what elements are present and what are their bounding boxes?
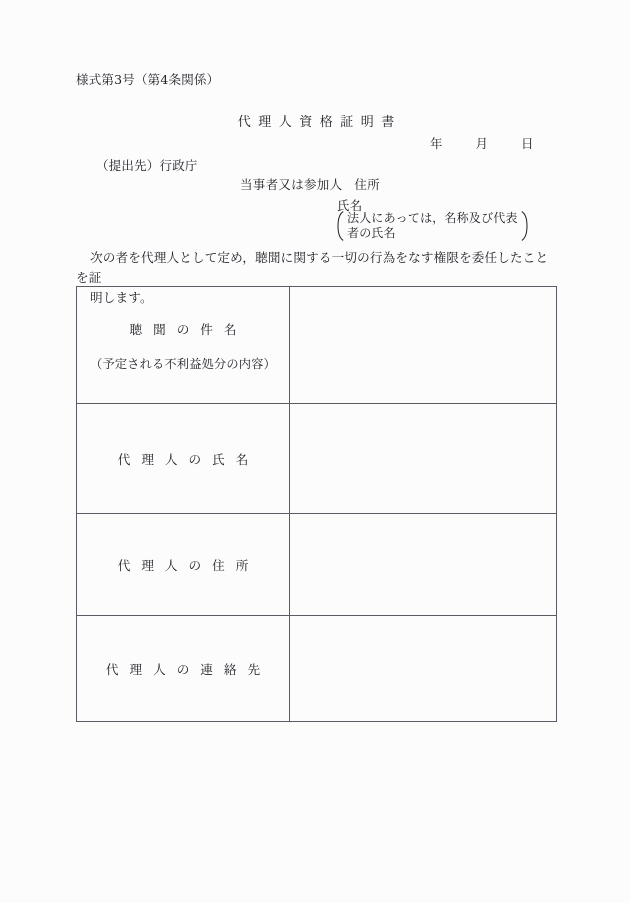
row-entry-cell-agent-address[interactable]	[290, 514, 557, 616]
row-label-cell-agent-address	[77, 514, 290, 616]
row-label-text: 代理人の住所	[117, 558, 260, 573]
table-row	[77, 404, 557, 514]
row-sublabel-text: （予定される不利益処分の内容）	[90, 356, 276, 371]
date-line	[430, 138, 534, 151]
row-label-cell-hearing-subject	[77, 287, 290, 404]
date-month-label: 月	[475, 136, 489, 151]
corporate-note-line-2: 者の氏名	[347, 226, 396, 240]
corporate-note	[337, 211, 528, 241]
row-label-cell-agent-name	[77, 404, 290, 514]
bracket-close-icon	[521, 211, 528, 241]
certificate-form-table	[76, 286, 557, 722]
form-number: 様式第3号（第4条関係）	[76, 72, 220, 87]
body-line-1: 次の者を代理人として定め，聴聞に関する一切の行為をなす権限を委任したことを証	[76, 250, 549, 285]
party-name-label: 氏名	[337, 198, 363, 213]
recipient-line: （提出先）行政庁	[96, 158, 198, 173]
row-label-text: 代理人の連絡先	[105, 662, 272, 677]
party-address-row	[240, 175, 380, 193]
party-label: 当事者又は参加人	[240, 177, 343, 192]
row-label-text: 代理人の氏名	[117, 452, 260, 467]
table-row	[77, 287, 557, 404]
corporate-note-line-1: 法人にあっては，名称及び代表	[347, 211, 518, 225]
bracket-open-icon	[337, 211, 344, 241]
row-entry-cell-agent-contact[interactable]	[290, 616, 557, 722]
table-row	[77, 616, 557, 722]
table-row	[77, 514, 557, 616]
row-entry-cell-hearing-subject[interactable]	[290, 287, 557, 404]
date-day-label: 日	[520, 136, 535, 151]
page-title: 代理人資格証明書	[237, 115, 402, 130]
row-label-cell-agent-contact	[77, 616, 290, 722]
party-address-label: 住所	[354, 177, 381, 192]
date-year-label: 年	[430, 136, 444, 151]
corporate-note-text	[344, 211, 521, 241]
body-line-2: 明します。	[90, 290, 153, 305]
row-label-text: 聴聞の件名	[129, 321, 248, 337]
row-entry-cell-agent-name[interactable]	[290, 404, 557, 514]
